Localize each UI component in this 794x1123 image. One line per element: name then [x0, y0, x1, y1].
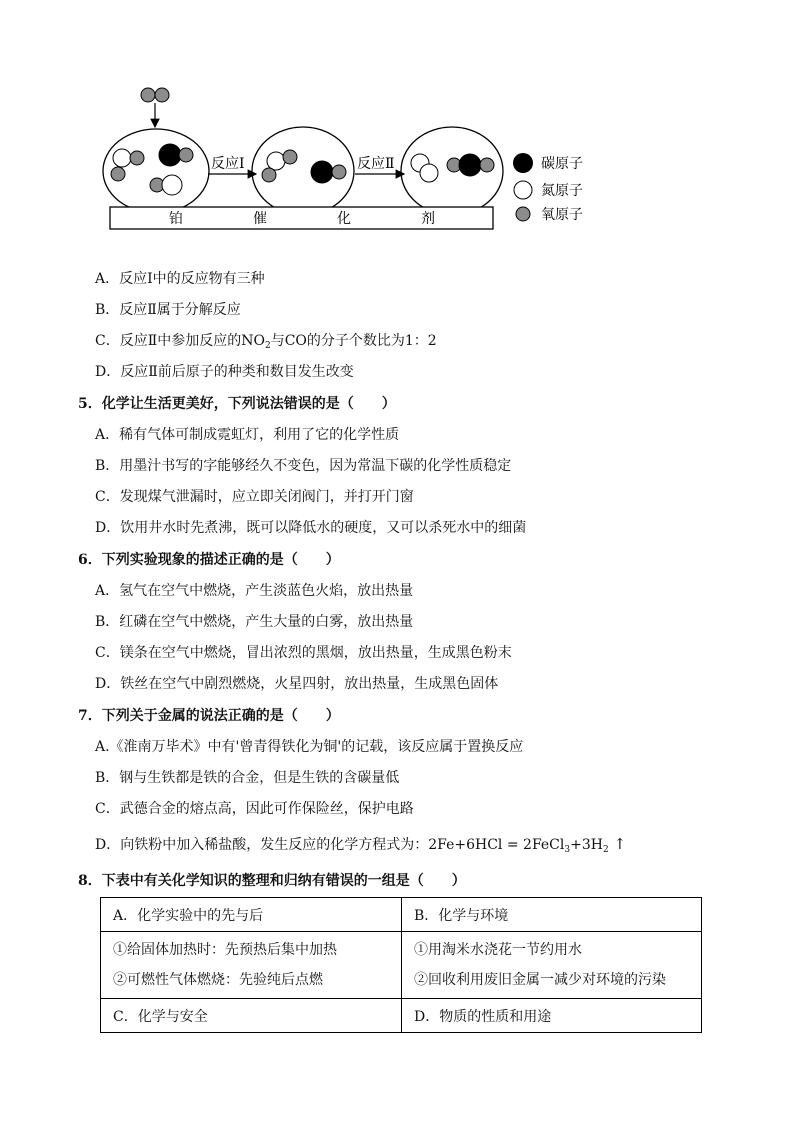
q5-option-c: C．发现煤气泄漏时，应立即关闭阀门，并打开门窗 [95, 489, 414, 505]
q8-stem: 8．下表中有关化学知识的整理和归纳有错误的一组是（ ） [78, 873, 466, 889]
q7-option-d-pre: D．向铁粉中加入稀盐酸，发生反应的化学方程式为：2Fe+6HCl = 2FeCl [95, 837, 565, 853]
reaction-diagram [100, 85, 600, 235]
q7-option-b: B．钢与生铁都是铁的合金，但是生铁的含碳量低 [95, 770, 400, 786]
legend-oxygen: 氧原子 [541, 207, 583, 223]
q7-option-d-sub2: 2 [602, 845, 609, 855]
q4-option-c-post: 与CO的分子个数比为1：2 [270, 333, 437, 349]
q8-cell-a-head: A．化学实验中的先与后 [101, 898, 402, 932]
q8-cell-c-head: C．化学与安全 [101, 999, 402, 1033]
q4-option-b: B．反应Ⅱ属于分解反应 [95, 302, 241, 318]
q7-option-d [95, 835, 626, 859]
q6-stem: 6．下列实验现象的描述正确的是（ ） [78, 552, 340, 568]
q6-option-a: A．氢气在空气中燃烧，产生淡蓝色火焰，放出热量 [95, 583, 414, 599]
q8-cell-b-head: B．化学与环境 [402, 898, 702, 932]
q7-option-a: A.《淮南万毕术》中有'曾青得铁化为铜'的记载，该反应属于置换反应 [95, 739, 524, 755]
q4-option-c [95, 332, 437, 355]
q7-option-c: C．武德合金的熔点高，因此可作保险丝，保护电路 [95, 801, 414, 817]
q8-table [100, 897, 702, 1033]
q4-option-d: D．反应Ⅱ前后原子的种类和数目发生改变 [95, 364, 354, 380]
catalyst-label: 铂 催 化 剂 [169, 211, 435, 227]
q5-option-b: B．用墨汁书写的字能够经久不变色，因为常温下碳的化学性质稳定 [95, 458, 512, 474]
q8-a-item-2: ②可燃性气体燃烧：先验纯后点燃 [113, 972, 323, 988]
q5-stem: 5．化学让生活更美好，下列说法错误的是（ ） [78, 396, 396, 412]
q8-cell-d-head: D．物质的性质和用途 [402, 999, 702, 1033]
legend [513, 153, 583, 223]
q4-option-c-pre: C．反应Ⅱ中参加反应的NO [95, 333, 265, 349]
reaction-1-label: 反应Ⅰ [211, 156, 245, 172]
q4-option-a: A．反应Ⅰ中的反应物有三种 [95, 271, 265, 287]
q5-option-a: A．稀有气体可制成霓虹灯，利用了它的化学性质 [95, 427, 400, 443]
incoming-oxygen-molecule [141, 88, 169, 102]
q8-b-item-2: ②回收利用废旧金属一减少对环境的污染 [414, 972, 666, 988]
stage-2-molecules [262, 150, 346, 183]
legend-carbon: 碳原子 [541, 156, 583, 172]
q6-option-d: D．铁丝在空气中剧烈燃烧，火星四射，放出热量，生成黑色固体 [95, 676, 499, 692]
q4-option-c-sub: 2 [264, 341, 271, 351]
q8-b-item-1: ①用淘米水浇花一节约用水 [414, 942, 582, 958]
q6-option-c: C．镁条在空气中燃烧，冒出浓烈的黑烟，放出热量，生成黑色粉末 [95, 645, 512, 661]
q8-cell-a-body [101, 932, 402, 999]
q8-a-item-1: ①给固体加热时：先预热后集中加热 [113, 942, 337, 958]
q5-option-d: D．饮用井水时先煮沸，既可以降低水的硬度，又可以杀死水中的细菌 [95, 520, 527, 536]
q7-option-d-mid: +3H [570, 837, 603, 853]
stage-1-molecules [111, 144, 193, 195]
q6-option-b: B．红磷在空气中燃烧，产生大量的白雾，放出热量 [95, 614, 414, 630]
stage-3-molecules [411, 154, 494, 182]
q7-option-d-sub1: 3 [564, 845, 571, 855]
q7-option-d-arrow: ↑ [608, 835, 627, 853]
legend-nitrogen: 氮原子 [541, 183, 583, 199]
q7-stem: 7．下列关于金属的说法正确的是（ ） [78, 708, 340, 724]
q8-cell-b-body [402, 932, 702, 999]
reaction-2-label: 反应Ⅱ [357, 156, 395, 172]
